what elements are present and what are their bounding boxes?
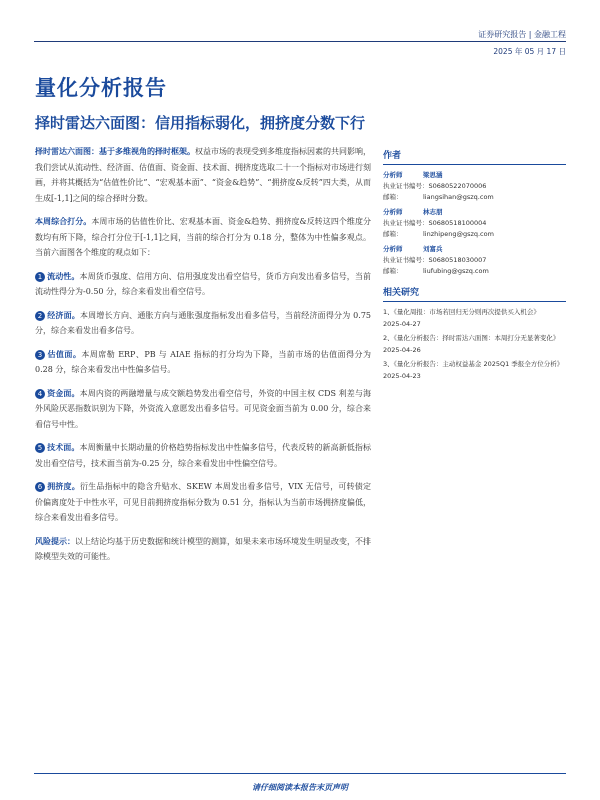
valuation-lead: 估值面。 (47, 348, 82, 359)
number-6-icon: 6 (35, 482, 45, 492)
authors-heading: 作者 (383, 148, 566, 165)
risk-text: 以上结论均基于历史数据和统计模型的测算，如果未来市场环境发生明显改变，不排除模型失效的可能性。 (35, 536, 371, 561)
number-1-icon: 1 (35, 272, 45, 282)
number-3-icon: 3 (35, 350, 45, 360)
intro-lead: 择时雷达六面图：基于多维视角的择时框架。 (35, 146, 195, 156)
analyst-email[interactable]: linzhipeng@gszq.com (423, 230, 494, 238)
summary-text: 本周市场的估值性价比、宏观基本面、资金&趋势、拥挤度&反转这四个维度分数均有所下降，综合打分位于[-1,1]之间，当前的综合打分为 0.18 分，整体为中性偏多观点。当前六面图各个维度的观点如下： (35, 217, 372, 257)
risk-paragraph (35, 534, 371, 565)
capital-text: 本周内资的两融增量与成交额趋势发出看空信号，外资的中国主权 CDS 利差与海外风险厌恶指数识别为下降，外资流入意愿发出看多信号。可见资金面当前为 0.00 分，综合来看信号中性。 (35, 388, 372, 429)
intro-text: 权益市场的表现受到多维度指标因素的共同影响，我们尝试从流动性、经济面、估值面、资金面、技术面、拥挤度选取二十一个指标对市场进行刻画，并将其概括为“估值性价比”、“宏观基本面”、“资金&趋势”、“拥挤度&反转”四大类，从而生成[-1,1]之间的综合择时分数。 (35, 147, 371, 203)
liquidity-lead: 流动性。 (47, 270, 80, 281)
email-label: 邮箱： (383, 230, 403, 238)
report-category-label: 证券研究报告 | 金融工程 (478, 30, 566, 39)
header-divider (34, 41, 566, 42)
analyst-role: 分析师 (383, 245, 403, 253)
report-date: 2025 年 05 月 17 日 (493, 47, 566, 56)
analyst-card (383, 207, 566, 240)
related-report-item[interactable] (383, 307, 566, 330)
number-2-icon: 2 (35, 311, 45, 321)
footer-divider (34, 773, 566, 774)
analyst-name: 林志朋 (423, 208, 443, 216)
analyst-name: 梁思涵 (423, 171, 443, 179)
cert-label: 执业证书编号： (383, 182, 429, 190)
report-type-title: 量化分析报告 (35, 76, 167, 100)
analyst-email[interactable]: liufubing@gszq.com (423, 267, 489, 275)
crowding-paragraph (35, 479, 371, 526)
cert-label: 执业证书编号： (383, 219, 429, 227)
capital-lead: 资金面。 (47, 387, 80, 398)
email-label: 邮箱： (383, 193, 403, 201)
analyst-card (383, 170, 566, 203)
technical-lead: 技术面。 (47, 442, 80, 452)
main-body (35, 144, 371, 573)
risk-lead: 风险提示： (35, 535, 75, 546)
related-report-date: 2025-04-27 (383, 319, 421, 328)
valuation-text: 本周席勒 ERP、PB 与 AIAE 指标的打分均为下降，当前市场的估值面得分为 0.28 分，综合来看发出中性偏多信号。 (35, 349, 371, 374)
email-label: 邮箱： (383, 267, 403, 275)
cert-number: S0680518100004 (428, 219, 487, 227)
economy-paragraph (35, 308, 371, 339)
analyst-card (383, 244, 566, 277)
valuation-paragraph (35, 347, 371, 378)
related-research-heading: 相关研究 (383, 285, 566, 302)
related-report-item[interactable] (383, 333, 566, 356)
economy-text: 本周增长方向、通胀方向与通胀强度指标发出看多信号，当前经济面得分为 0.75 分，综合来看发出看多信号。 (35, 310, 371, 335)
related-report-item[interactable] (383, 359, 566, 382)
summary-lead: 本周综合打分。 (35, 216, 92, 226)
crowding-text: 衍生品指标中的隐含升贴水、SKEW 本周发出看多信号，VIX 无信号，可转债定价偏离度处于中性水平，可见目前拥挤度指标分数为 0.51 分，指标认为当前市场拥挤度偏低，综合来看发出看多信号。 (35, 482, 371, 522)
related-report-title[interactable]: 3、《量化分析报告：主动权益基金 2025Q1 季报全方位分析》 (383, 360, 564, 368)
related-report-date: 2025-04-26 (383, 345, 421, 354)
analyst-email[interactable]: liangsihan@gszq.com (423, 193, 494, 201)
crowding-lead: 拥挤度。 (47, 481, 80, 491)
disclaimer-footer: 请仔细阅读本报告末页声明 (252, 783, 348, 792)
cert-number: S0680518030007 (428, 256, 487, 264)
number-4-icon: 4 (35, 389, 45, 399)
technical-paragraph (35, 440, 371, 471)
analyst-name: 刘富兵 (423, 245, 443, 253)
liquidity-paragraph (35, 269, 371, 300)
cert-number: S0680522070006 (428, 182, 487, 190)
analyst-role: 分析师 (383, 208, 403, 216)
report-subtitle: 择时雷达六面图：信用指标弱化，拥挤度分数下行 (35, 114, 366, 132)
intro-paragraph (35, 144, 371, 206)
related-report-date: 2025-04-23 (383, 371, 421, 380)
number-5-icon: 5 (35, 443, 45, 453)
related-report-title[interactable]: 1、《量化周报：市场若回归无分则再次提供买入机会》 (383, 308, 540, 316)
capital-paragraph (35, 386, 371, 433)
analyst-role: 分析师 (383, 171, 403, 179)
summary-paragraph (35, 214, 371, 261)
technical-text: 本周衡量中长期动量的价格趋势指标发出中性偏多信号，代表反转的新高新低指标发出看空信号，技术面当前为-0.25 分，综合来看发出中性偏空信号。 (35, 443, 371, 468)
economy-lead: 经济面。 (47, 309, 80, 320)
liquidity-text: 本周货币强度、信用方向、信用强度发出看空信号，货币方向发出看多信号，当前流动性得分为-0.50 分，综合来看发出看空信号。 (35, 271, 371, 296)
sidebar (383, 148, 566, 385)
cert-label: 执业证书编号： (383, 256, 429, 264)
related-report-title[interactable]: 2、《量化分析报告：择时雷达六面图：本周打分无显著变化》 (383, 334, 560, 342)
